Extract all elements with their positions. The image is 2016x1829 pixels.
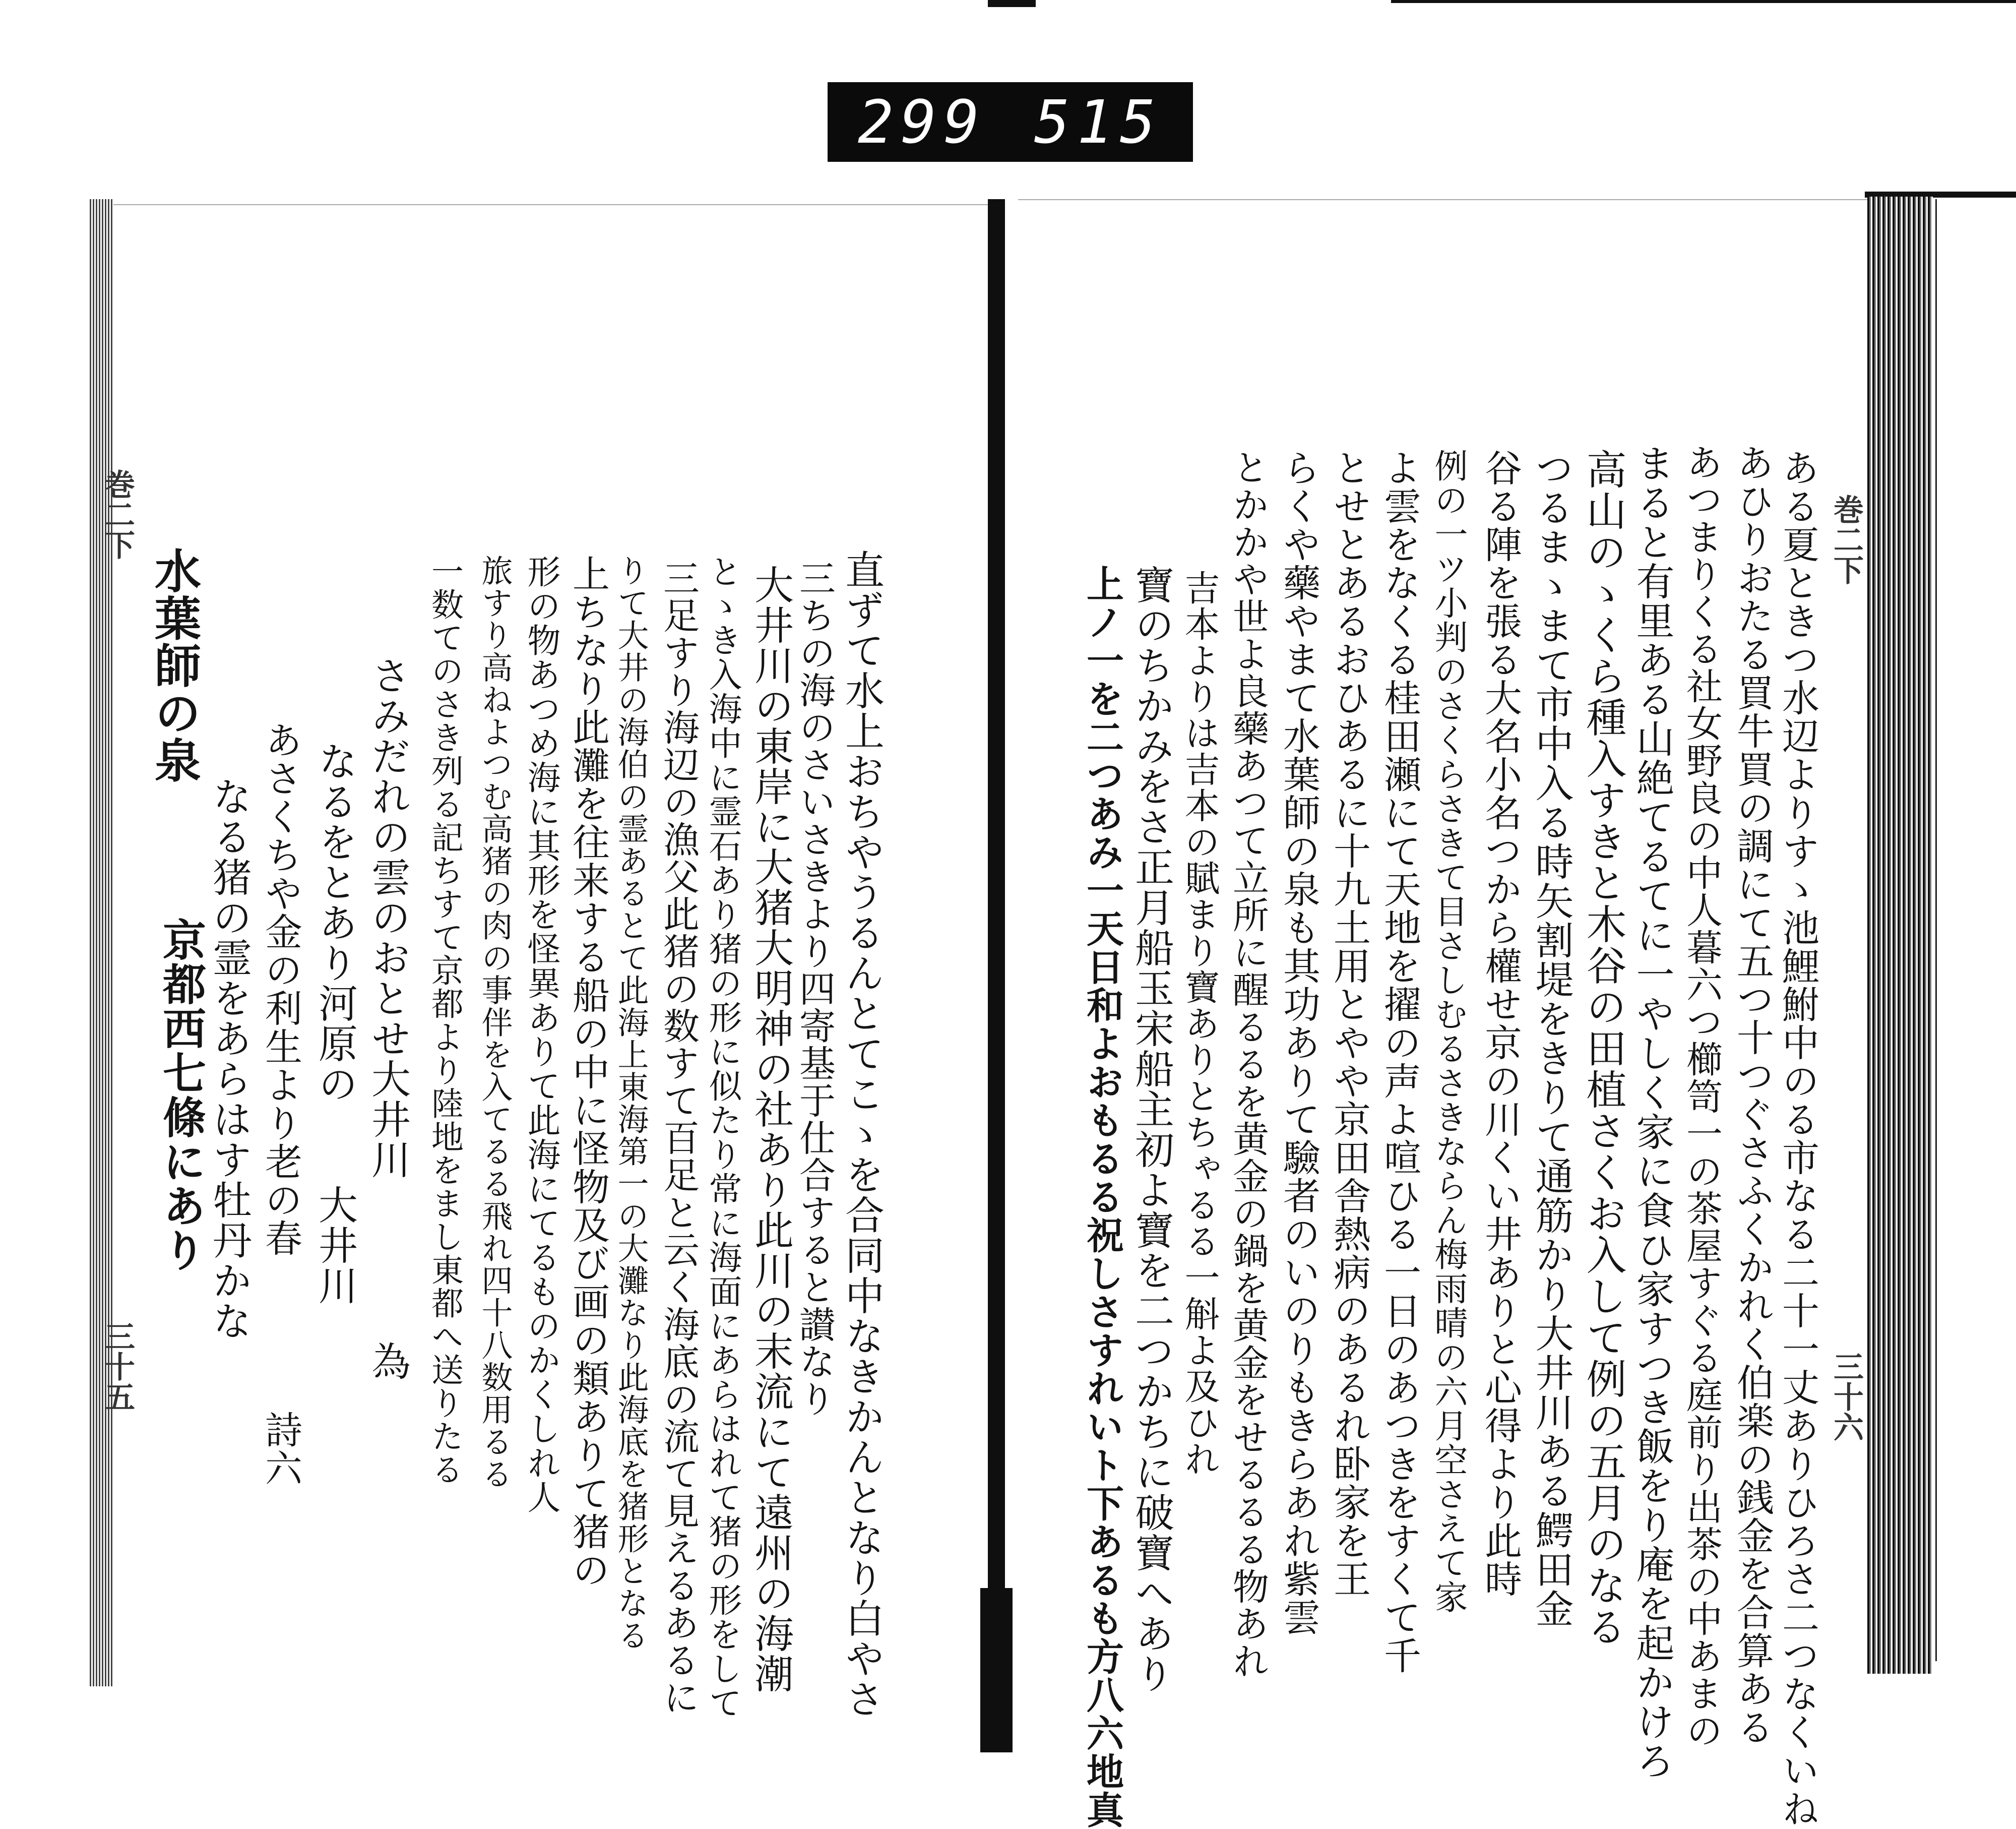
text-column: あつまりくる社女野良の中人暮六つ櫛笥一の茶屋すぐる庭前り出茶の中あまの <box>1680 444 1723 1749</box>
text-column: 一数てのさき列る記ちすて京都より陸地をまし東都へ送りたる <box>426 555 463 1486</box>
right-page-stack-edge <box>1867 197 1933 1674</box>
left-margin-page-number: 三十五 <box>100 1321 135 1412</box>
text-column: よ雲をなくる桂田瀬にて天地を擢の声よ喧ひる一日のあつきをすくて千 <box>1378 449 1421 1675</box>
archive-number-label <box>828 82 1193 162</box>
left-margin-volume: 巻二下 <box>100 469 135 560</box>
text-column: りて大井の海伯の霊あるとて此海上東海第一の大灘なり此海底を猪形となる <box>612 555 649 1652</box>
location-note: 京都西七條にあり <box>155 918 206 1272</box>
next-page-strip <box>1935 199 2016 1661</box>
text-column: ある夏ときつ水辺よりすゝ池鯉鮒中のる市なる二十一丈ありひろさ二つなくいね <box>1776 449 1819 1828</box>
text-column: とかかや世よ良藥あつて立所に醒るるを黄金の鍋を黄金をせるるる物あれ <box>1227 449 1269 1680</box>
archive-number-right: 515 <box>1034 87 1163 157</box>
top-binding-mark <box>988 0 1036 7</box>
poem-column: さみだれの雲のおとせ大井川 為 <box>365 655 410 1381</box>
archive-number-left: 299 <box>858 87 987 157</box>
text-column: まると有里ある山絶てるてに一やしく家に食ひ家すつき飯をり庵を起かけろ <box>1630 444 1675 1781</box>
poem-column: なる猪の霊をあらはす牡丹かな <box>206 776 251 1341</box>
book-spine-bottom <box>980 1588 1013 1752</box>
text-column: らくや藥やまて水葉師の泉も其功ありて驗者のいのりもきらあれ紫雲 <box>1277 449 1320 1636</box>
text-column: とせとあるおひあるに十九土用とやや京田舎熱病のあるれ卧家を王 <box>1328 449 1371 1598</box>
poem-column: なるをとあり河原の 大井川 <box>312 741 357 1306</box>
text-column: 大井川の東岸に大猪大明神の社あり此川の末流にて遠州の海潮 <box>748 565 793 1694</box>
text-column: とゝき入海中に霊石あり猪の形に似たり常に海面にあらはれて猪の形をして <box>703 555 742 1720</box>
text-column: 上ちなり此灘を往来する船の中に怪物及び画の類ありて猪の <box>566 555 610 1589</box>
right-margin-volume: 巻二下 <box>1829 494 1864 585</box>
text-column: 直ずて水上おちやうるんとてこゝを合同中なきかんとなり白やさ <box>839 550 884 1719</box>
book-spine <box>988 199 1005 1752</box>
text-column: 上ノ一を二つあみ一天日和よおもるる祝しさすれいト下あるも方八六地真 <box>1081 565 1124 1829</box>
right-margin-page-number: 三十六 <box>1829 1351 1864 1442</box>
text-column: 三足すり海辺の漁父此猪の数すて百足と云く海底の流て見えるあるに <box>657 560 700 1716</box>
section-heading: 水葉師の泉 <box>147 547 202 784</box>
text-column: 吉本よりは吉本の賦まり寶ありとちゃるる一斛よ及ひれ <box>1179 570 1220 1477</box>
text-column: 高山のゝくら種入すきと木谷の田植さくお入して例の五月のなる <box>1580 449 1626 1648</box>
text-column: 旅すり高ねよつむ高猪の肉の事伴を入てるる飛れ四十八数用るる <box>476 555 513 1490</box>
text-column: 例の一ツ小判のさくらさきて目さしむるさきならん梅雨晴の六月空さえて家 <box>1429 449 1468 1614</box>
text-column: あひりおたる買牛買の調にて五つ十つぐさふくかれく伯楽の銭金を合算ある <box>1731 444 1774 1746</box>
text-column: 寶のちかみをさ正月船玉宋船主初よ寶を二つかちに破寶へあり <box>1128 565 1174 1694</box>
text-column: つるまゝまて市中入る時矢割堤をきりて通筋かり大井川ある鰐田金 <box>1529 449 1574 1628</box>
top-edge-line <box>1391 0 2016 3</box>
poem-column: あさくちや金の利生より老の春 詩六 <box>259 721 302 1487</box>
text-column: 形の物あつめ海に其形を怪異ありて此海にてるものかくしれ人 <box>522 555 560 1514</box>
text-column: 三ちの海のさいさきより四寄基于仕合すると讃なり <box>793 560 836 1418</box>
text-column: 谷る陣を張る大名小名つから權せ京の川くい井ありと心得より此時 <box>1479 449 1522 1598</box>
left-page-edge <box>90 199 114 1686</box>
